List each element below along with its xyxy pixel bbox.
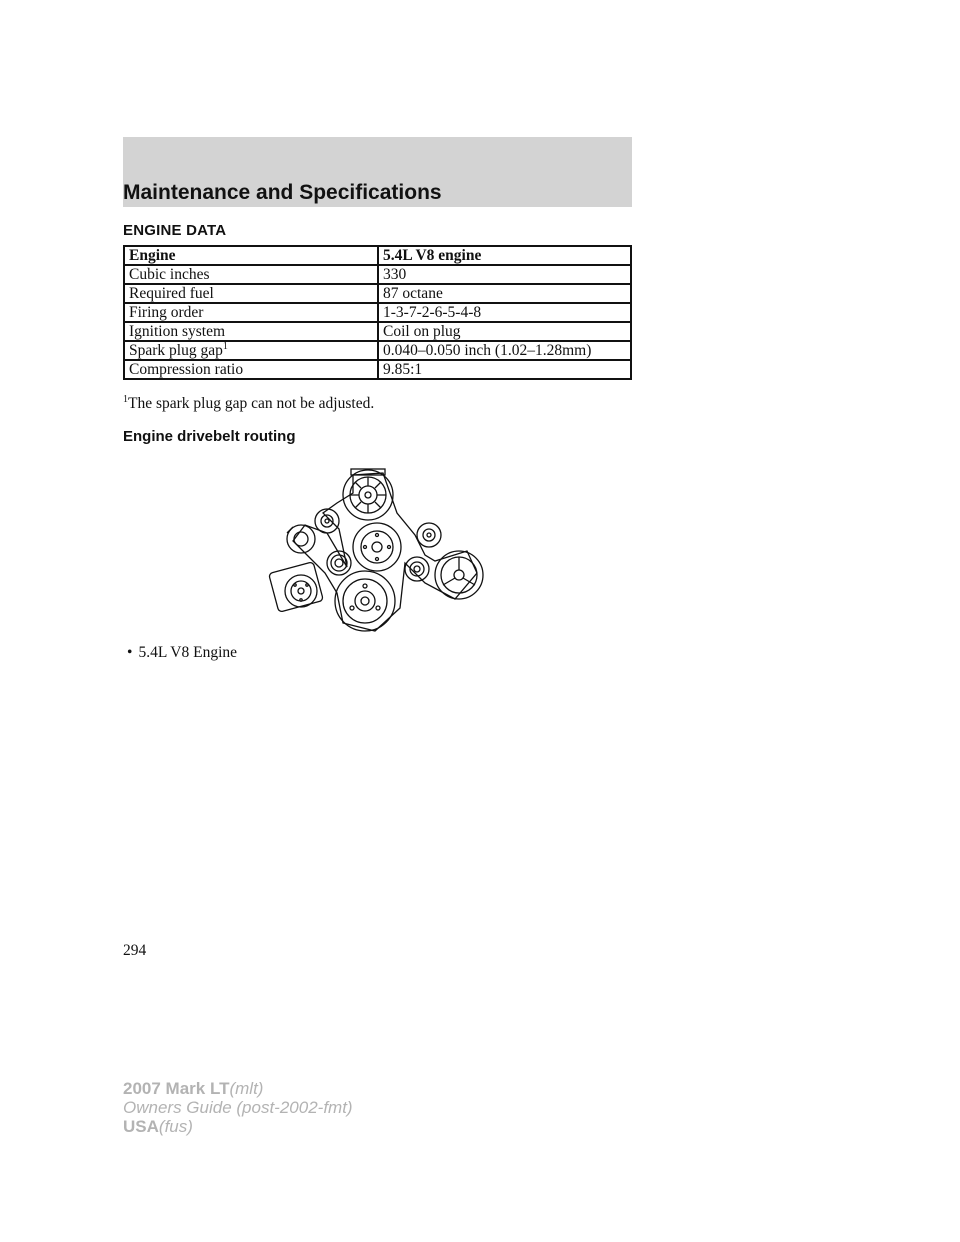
table-row: [124, 284, 631, 303]
bullet-text: 5.4L V8 Engine: [138, 644, 238, 661]
table-cell: [124, 341, 378, 360]
table-row: [124, 303, 631, 322]
table-header-cell: Engine: [124, 246, 378, 265]
footnote-mark: 1: [123, 393, 128, 405]
table-cell: Ignition system: [124, 322, 378, 341]
table-header-cell: 5.4L V8 engine: [378, 246, 631, 265]
idler-pulley-upper: [315, 509, 339, 533]
table-row: [124, 265, 631, 284]
table-cell: Coil on plug: [378, 322, 631, 341]
table-cell: Cubic inches: [124, 265, 378, 284]
crankshaft-pulley: [335, 571, 395, 631]
spark-plug-gap-label: Spark plug gap: [129, 342, 223, 359]
footer-market: USA: [123, 1117, 159, 1136]
table-cell: 87 octane: [378, 284, 631, 303]
ac-compressor: [269, 562, 324, 613]
table-cell: 330: [378, 265, 631, 284]
page-title: Maintenance and Specifications: [123, 181, 442, 204]
bullet-dot: •: [127, 644, 133, 661]
footer-line-3: [123, 1117, 353, 1136]
drivebelt-subheading: Engine drivebelt routing: [123, 428, 296, 445]
footer-model-code: (mlt): [229, 1079, 264, 1098]
table-cell: 0.040–0.050 inch (1.02–1.28mm): [378, 341, 631, 360]
table-row: [124, 322, 631, 341]
table-cell: Required fuel: [124, 284, 378, 303]
table-cell: 1-3-7-2-6-5-4-8: [378, 303, 631, 322]
footer-model: 2007 Mark LT: [123, 1079, 230, 1098]
footnote-text: The spark plug gap can not be adjusted.: [128, 395, 375, 412]
section-title: ENGINE DATA: [123, 222, 227, 239]
bullet-item: [127, 644, 237, 662]
tensioner-pulley: [327, 551, 351, 575]
table-header-row: [124, 246, 631, 265]
table-cell: Compression ratio: [124, 360, 378, 379]
idler-pulley-right: [417, 523, 441, 547]
engine-data-table: [123, 245, 632, 380]
footer-market-code: (fus): [158, 1117, 193, 1136]
footnote: [123, 395, 374, 413]
idler-pulley-lower: [405, 557, 429, 581]
drivebelt-path: [293, 473, 477, 631]
table-row: [124, 341, 631, 360]
header-band: [123, 137, 632, 207]
document-footer: [123, 1079, 353, 1136]
drivebelt-routing-diagram: [265, 463, 495, 635]
alternator-pulley: [343, 469, 393, 520]
table-row: [124, 360, 631, 379]
table-cell: Firing order: [124, 303, 378, 322]
water-pump-pulley: [353, 523, 401, 571]
page-number: 294: [123, 942, 147, 959]
table-cell: 9.85:1: [378, 360, 631, 379]
footer-guide: Owners Guide (post-2002-fmt): [123, 1098, 353, 1117]
footnote-mark: 1: [222, 340, 228, 352]
footer-line-2: [123, 1098, 353, 1117]
footer-line-1: [123, 1079, 353, 1098]
